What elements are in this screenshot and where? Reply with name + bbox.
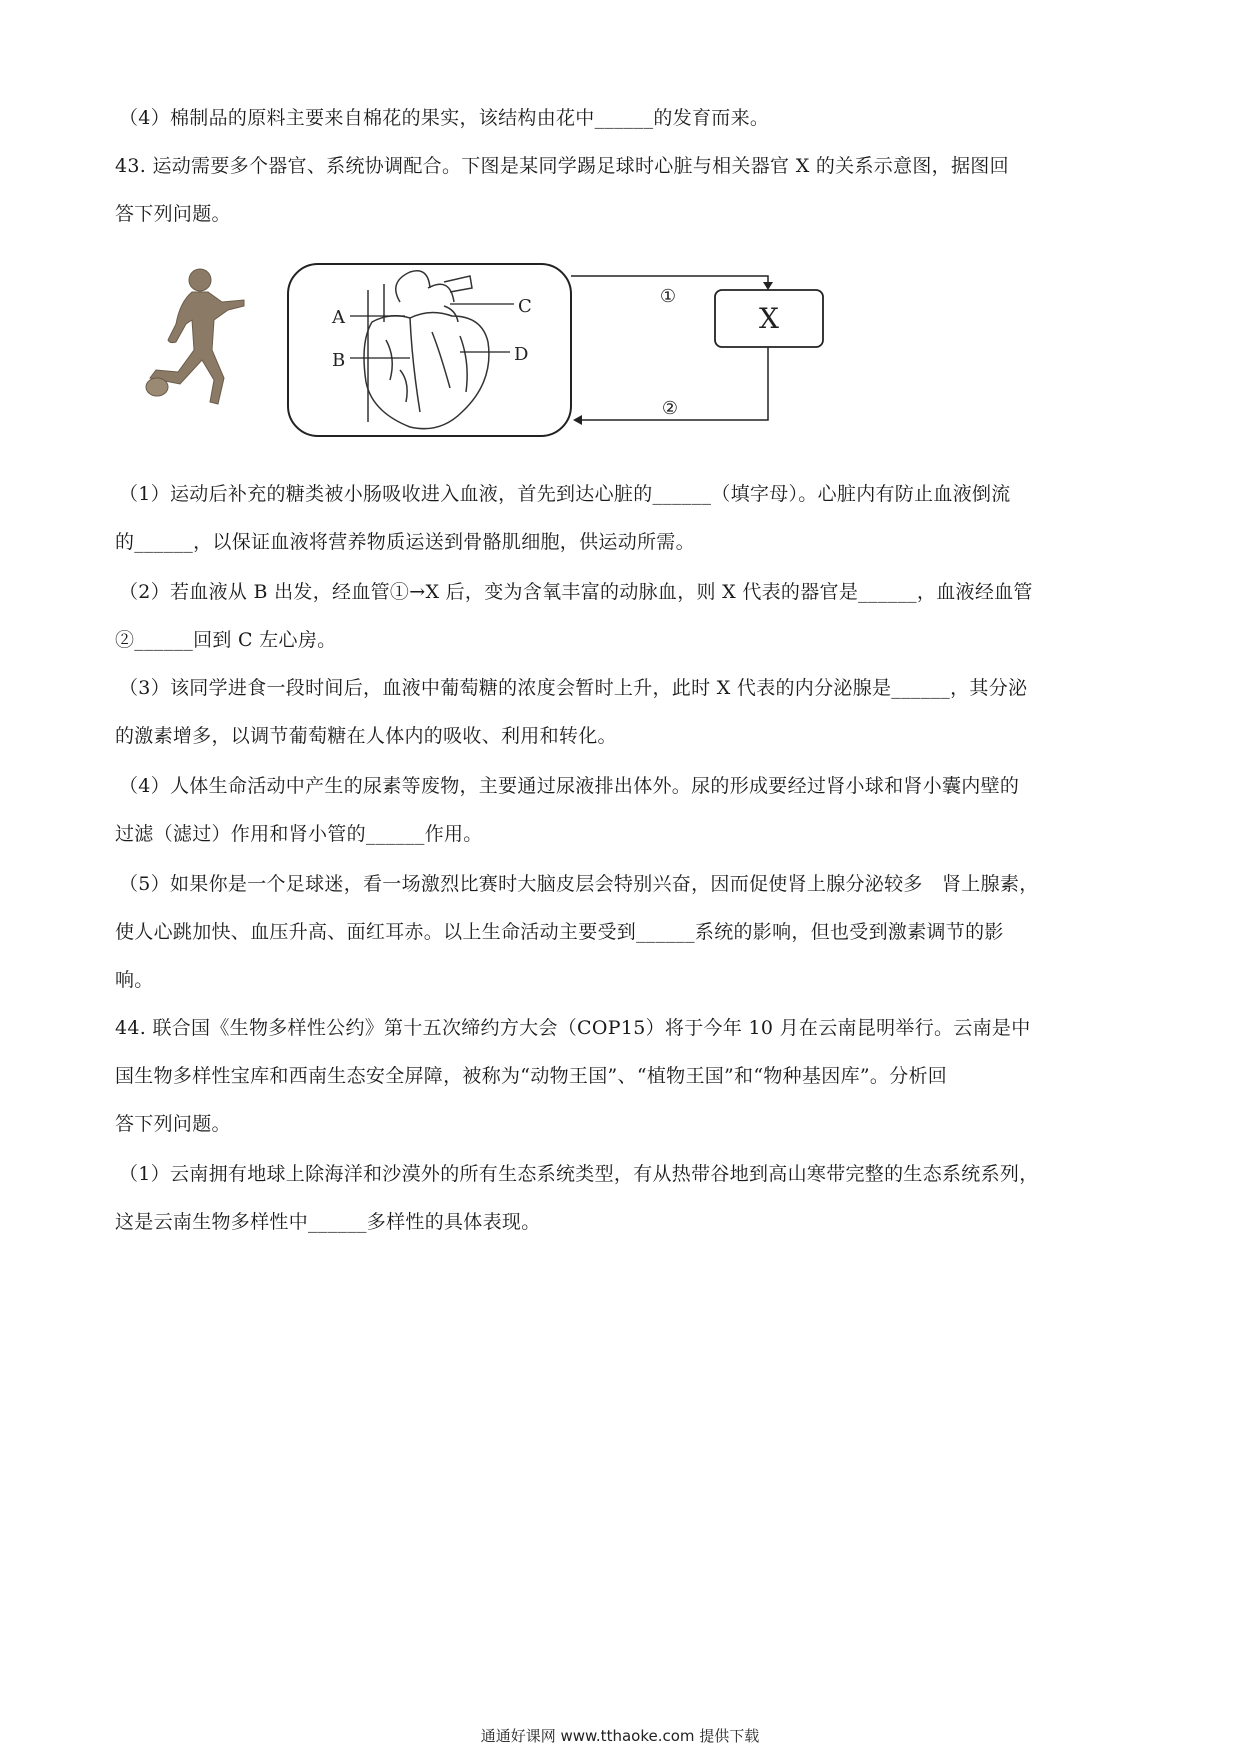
q43-part2 [115,568,1135,664]
q43-stem-line: 43. 运动需要多个器官、系统协调配合。下图是某同学踢足球时心脏与相关器官 X 的关系示意图，据图回 [115,155,1009,177]
q43-part5-line: 响。 [115,969,154,991]
q43-part1-line: 的______，以保证血液将营养物质运送到骨骼肌细胞，供运动所需。 [115,531,695,553]
q43-part2-line: ②______回到 C 左心房。 [115,629,337,651]
heart-organ-diagram [110,262,1130,462]
football-player-icon [146,269,244,404]
q42-part4-line: （4）棉制品的原料主要来自棉花的果实，该结构由花中______的发育而来。 [119,107,770,129]
vessel-2-label: ② [661,398,679,419]
vessel-2-arrowhead [573,415,582,425]
q43-part1-line: （1）运动后补充的糖类被小肠吸收进入血液，首先到达心脏的______（填字母）。心脏内有防止血液倒流 [119,483,1011,505]
q43-part3-line: 的激素增多，以调节葡萄糖在人体内的吸收、利用和转化。 [115,725,617,747]
q44-part1-line: （1）云南拥有地球上除海洋和沙漠外的所有生态系统类型，有从热带谷地到高山寒带完整的生态系统系列， [119,1163,1039,1185]
q44-stem [115,1004,1135,1148]
q43-part3-line: （3）该同学进食一段时间后，血液中葡萄糖的浓度会暂时上升，此时 X 代表的内分泌腺是______，其分泌 [119,677,1028,699]
vessel-1-arrowhead [763,282,773,290]
q43-part3 [115,664,1135,760]
q44-stem-line: 答下列问题。 [115,1113,231,1135]
q43-part5 [115,860,1135,1004]
label-b: B [332,350,346,371]
q43-part5-line: （5）如果你是一个足球迷，看一场激烈比赛时大脑皮层会特别兴奋，因而促使肾上腺分泌较多 肾上腺素， [119,873,1039,895]
label-a: A [332,307,345,328]
q43-part2-line: （2）若血液从 B 出发，经血管①→X 后，变为含氧丰富的动脉血，则 X 代表的器官是______，血液经血管 [119,581,1033,603]
q43-part5-line: 使人心跳加快、血压升高、面红耳赤。以上生命活动主要受到______系统的影响，但也受到激素调节的影 [115,921,1004,943]
q43-part4 [115,762,1135,858]
vessel-1-label: ① [659,286,677,307]
q43-part1 [115,470,1135,566]
vessel-1-line [571,276,768,286]
q43-stem [115,142,1135,238]
q43-stem-line: 答下列问题。 [115,203,231,225]
heart-icon [364,271,489,429]
q44-part1 [115,1150,1135,1246]
label-c: C [518,296,532,317]
q44-stem-line: 44. 联合国《生物多样性公约》第十五次缔约方大会（COP15）将于今年 10 月在云南昆明举行。云南是中 [115,1017,1031,1039]
q42-part4 [115,94,1135,142]
q43-part4-line: 过滤（滤过）作用和肾小管的______作用。 [115,823,483,845]
organ-x-label: X [759,302,779,335]
q43-part4-line: （4）人体生命活动中产生的尿素等废物，主要通过尿液排出体外。尿的形成要经过肾小球和肾小囊内壁的 [119,775,1020,797]
label-d: D [514,344,529,365]
q44-stem-line: 国生物多样性宝库和西南生态安全屏障，被称为“动物王国”、“植物王国”和“物种基因库”。分析回 [115,1065,948,1087]
q44-part1-line: 这是云南生物多样性中______多样性的具体表现。 [115,1211,541,1233]
page-footer: 通通好课网 www.tthaoke.com 提供下载 [480,1727,760,1745]
